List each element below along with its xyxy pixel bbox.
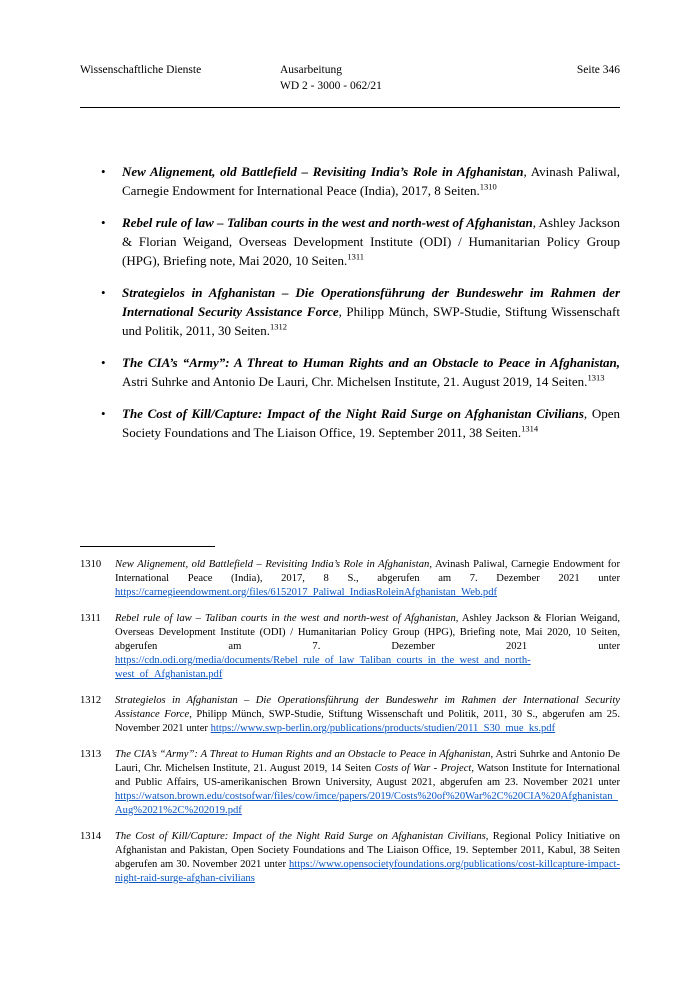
footnote-text xyxy=(115,612,620,682)
footnote-detail: , Ashley Jackson & Florian Weigand, Overseas Development Institute (ODI) / Humanitarian Policy Group (HPG), Briefing note, Mai 2020, 10 Seiten, abgerufen am 7. Dezember 2021 unter xyxy=(115,613,620,652)
footnote-detail: , Regional Policy Initiative on Afghanistan and Pakistan, Open Society Foundations and The Liaison Office, 19. September 2011, Kabul, 38 Seiten abgerufen am 30. November 2021 unter xyxy=(115,831,620,870)
bibliography-list xyxy=(80,162,620,442)
footnote-link[interactable]: https://www.swp-berlin.org/publications/products/studien/2011_S30_mue_ks.pdf xyxy=(210,723,556,734)
footnote-detail: , Avinash Paliwal, Carnegie Endowment for International Peace (India), 2017, 8 S., abgerufen am 7. Dezember 2021 unter xyxy=(115,559,621,584)
footnote-reference: 1311 xyxy=(347,251,364,262)
footnote-link[interactable]: https://cdn.odi.org/media/documents/Rebel_rule_of_law_Taliban_courts_in_the_west_and_north-west_of_Afghanistan.pdf xyxy=(115,655,531,680)
header-page-number: Seite 346 xyxy=(576,64,620,76)
header-divider xyxy=(80,107,620,108)
footnote-detail: , Philipp Münch, SWP-Studie, Stiftung Wissenschaft und Politik, 2011, 30 S., abgerufen am 25. November 2021 unter xyxy=(115,709,620,734)
header-document-info xyxy=(280,62,577,94)
footnote xyxy=(80,694,620,736)
footnote-link[interactable]: https://carnegieendowment.org/files/6152017_Paliwal_IndiasRoleinAfghanistan_Web.pdf xyxy=(115,587,498,598)
bibliography-entry xyxy=(80,162,620,200)
footnote xyxy=(80,612,620,682)
footnote-source-title: Costs of War - Project xyxy=(374,763,472,774)
footnote-reference: 1314 xyxy=(521,423,539,434)
bibliography-entry xyxy=(80,404,620,442)
entry-title: The Cost of Kill/Capture: Impact of the Night Raid Surge on Afghanistan Civilians xyxy=(122,406,584,422)
footnote-number: 1310 xyxy=(80,559,102,570)
entry-title: The CIA’s “Army”: A Threat to Human Rights and an Obstacle to Peace in Afghanistan, xyxy=(122,355,620,371)
bibliography-section xyxy=(80,162,620,455)
bibliography-entry xyxy=(80,353,620,391)
footnote-link[interactable]: https://watson.brown.edu/costsofwar/files/cow/imce/papers/2019/Costs%20of%20War%2C%20CIA%20Afghanistan_Aug%2021%2C%202019.pdf xyxy=(115,791,618,816)
footnote-number: 1311 xyxy=(80,613,101,624)
footnote-number: 1312 xyxy=(80,695,102,706)
footnote xyxy=(80,748,620,818)
footnote-text xyxy=(115,558,620,600)
footnote-reference: 1313 xyxy=(587,372,605,383)
footnote-reference: 1312 xyxy=(269,321,287,332)
footnotes-list xyxy=(80,558,620,886)
footnote-number: 1314 xyxy=(80,831,102,842)
footnote-source-title: The CIA’s “Army”: A Threat to Human Rights and an Obstacle to Peace in Afghanistan xyxy=(115,749,491,760)
footnote-link[interactable]: https://www.opensocietyfoundations.org/publications/cost-killcapture-impact-night-raid-surge-afghan-civilians xyxy=(115,859,620,884)
entry-title: Strategielos in Afghanistan – Die Operationsführung der Bundeswehr im Rahmen der International Security Assistance Force xyxy=(122,285,620,320)
footnotes-section xyxy=(80,546,620,898)
header-organization: Wissenschaftliche Dienste xyxy=(80,64,202,76)
footnote-separator xyxy=(80,546,215,547)
header-document-number: WD 2 - 3000 - 062/21 xyxy=(280,80,382,93)
entry-details: , Ashley Jackson & Florian Weigand, Overseas Development Institute (ODI) / Humanitarian Policy Group (HPG), Briefing note, Mai 2020, 10 Seiten. xyxy=(122,215,620,269)
header-document-type: Ausarbeitung xyxy=(280,64,342,76)
bibliography-entry xyxy=(80,283,620,340)
footnote-source-title: New Alignement, old Battlefield – Revisiting India’s Role in Afghanistan xyxy=(115,559,430,570)
footnote-reference: 1310 xyxy=(479,181,497,192)
entry-details: , Philipp Münch, SWP-Studie, Stiftung Wissenschaft und Politik, 2011, 30 Seiten. xyxy=(122,304,620,339)
footnote-source-title: Strategielos in Afghanistan – Die Operationsführung der Bundeswehr im Rahmen der International Security Assistance Force xyxy=(115,695,620,720)
entry-title: New Alignement, old Battlefield – Revisiting India’s Role in Afghanistan xyxy=(122,164,524,180)
footnote-text xyxy=(115,748,620,818)
entry-details: , Avinash Paliwal, Carnegie Endowment for International Peace (India), 2017, 8 Seiten. xyxy=(122,164,620,199)
footnote-source-title: Rebel rule of law – Taliban courts in the west and north-west of Afghanistan xyxy=(115,613,456,624)
footnote-text xyxy=(115,830,620,886)
entry-details: , Open Society Foundations and The Liaison Office, 19. September 2011, 38 Seiten. xyxy=(122,406,620,441)
page-header xyxy=(80,62,620,94)
entry-title: Rebel rule of law – Taliban courts in the west and north-west of Afghanistan xyxy=(122,215,533,231)
entry-details: Astri Suhrke and Antonio De Lauri, Chr. Michelsen Institute, 21. August 2019, 14 Seiten. xyxy=(122,374,588,390)
footnote xyxy=(80,558,620,600)
footnote xyxy=(80,830,620,886)
footnote-number: 1313 xyxy=(80,749,102,760)
bibliography-entry xyxy=(80,213,620,270)
footnote-detail: , Astri Suhrke and Antonio De Lauri, Chr. Michelsen Institute, 21. August 2019, 14 Seiten xyxy=(115,749,620,774)
footnote-source-title: The Cost of Kill/Capture: Impact of the Night Raid Surge on Afghanistan Civilians xyxy=(115,831,486,842)
footnote-detail: , Watson Institute for International and Public Affairs, US-amerikanischen Brown University, August 2021, abgerufen am 23. November 2021 unter xyxy=(115,763,620,788)
footnote-text xyxy=(115,694,620,736)
